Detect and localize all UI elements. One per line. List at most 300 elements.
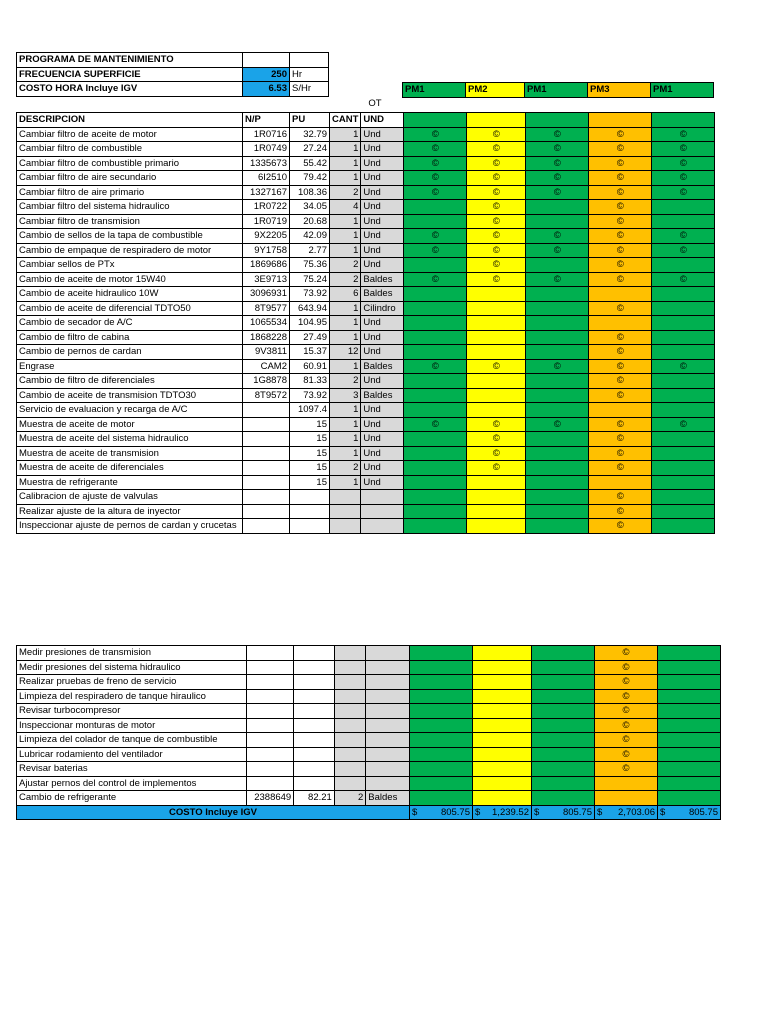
part-number[interactable]: 1335673 [243,156,290,171]
pm-cell[interactable] [467,200,526,215]
unit[interactable]: Baldes [361,388,404,403]
pm-cell[interactable] [473,689,532,704]
pm-cell[interactable] [526,519,589,534]
pm-total-cell[interactable] [595,805,658,820]
pm-header[interactable]: PM1 [651,83,714,98]
task-description[interactable]: Realizar ajuste de la altura de inyector [17,504,243,519]
unit-price[interactable]: 75.36 [290,258,330,273]
unit-price[interactable]: 75.24 [290,272,330,287]
pm-cell[interactable] [589,388,652,403]
task-description[interactable]: Limpieza del colador de tanque de combustible [17,733,247,748]
pm-cell[interactable] [658,646,721,661]
pm-cell[interactable] [589,417,652,432]
pm-cell[interactable] [404,185,467,200]
pm-cell[interactable] [658,791,721,806]
pm-cell[interactable] [652,113,715,128]
part-number[interactable] [243,504,290,519]
unit[interactable]: Baldes [361,287,404,302]
part-number[interactable]: 9V3811 [243,345,290,360]
pm-cell[interactable] [467,243,526,258]
part-number[interactable]: 9Y1758 [243,243,290,258]
pm-cell[interactable] [652,490,715,505]
pm-cell[interactable] [526,490,589,505]
pm-cell[interactable] [658,733,721,748]
pm-cell[interactable] [404,504,467,519]
pm-header[interactable]: PM1 [403,83,466,98]
pm-cell[interactable] [652,272,715,287]
pm-cell[interactable] [658,762,721,777]
part-number[interactable] [246,747,294,762]
pm-cell[interactable] [658,747,721,762]
pm-cell[interactable] [526,345,589,360]
part-number[interactable] [243,446,290,461]
unit[interactable] [366,646,410,661]
task-description[interactable]: Revisar baterias [17,762,247,777]
pm-cell[interactable] [526,243,589,258]
quantity[interactable]: 1 [330,243,361,258]
pm-cell[interactable] [652,359,715,374]
pm-cell[interactable] [658,718,721,733]
pm-cell[interactable] [658,776,721,791]
pm-cell[interactable] [652,156,715,171]
pm-cell[interactable] [652,258,715,273]
part-number[interactable]: 1R0722 [243,200,290,215]
unit-price[interactable]: 15 [290,446,330,461]
pm-cell[interactable] [658,660,721,675]
part-number[interactable] [243,519,290,534]
part-number[interactable] [246,646,294,661]
frecuencia-unit[interactable]: Hr [290,67,329,82]
pm-cell[interactable] [595,733,658,748]
pm-cell[interactable] [467,388,526,403]
pm-cell[interactable] [526,432,589,447]
pm-cell[interactable] [589,316,652,331]
quantity[interactable]: 2 [330,258,361,273]
unit[interactable]: Und [361,345,404,360]
pm-cell[interactable] [526,316,589,331]
pm-cell[interactable] [467,432,526,447]
pm-cell[interactable] [652,417,715,432]
unit[interactable] [366,733,410,748]
part-number[interactable] [243,432,290,447]
pm-cell[interactable] [467,446,526,461]
unit[interactable]: Baldes [361,359,404,374]
pm-cell[interactable] [404,113,467,128]
pm-cell[interactable] [404,272,467,287]
pm-cell[interactable] [526,185,589,200]
unit-price[interactable]: 55.42 [290,156,330,171]
unit-price[interactable]: 15.37 [290,345,330,360]
pm-cell[interactable] [467,272,526,287]
quantity[interactable] [334,776,365,791]
part-number[interactable] [243,417,290,432]
pm-cell[interactable] [467,171,526,186]
pm-cell[interactable] [473,675,532,690]
unit[interactable]: Und [361,461,404,476]
task-description[interactable]: Cambio de aceite hidraulico 10W [17,287,243,302]
pm-cell[interactable] [589,432,652,447]
pm-cell[interactable] [526,330,589,345]
unit[interactable]: Und [361,156,404,171]
task-description[interactable]: Cambio de sellos de la tapa de combustible [17,229,243,244]
part-number[interactable]: 1R0719 [243,214,290,229]
task-description[interactable]: Cambiar filtro del sistema hidraulico [17,200,243,215]
pm-cell[interactable] [589,403,652,418]
pm-cell[interactable] [404,403,467,418]
task-description[interactable]: Muestra de aceite de motor [17,417,243,432]
pm-cell[interactable] [532,718,595,733]
quantity[interactable]: 1 [330,417,361,432]
part-number[interactable] [246,704,294,719]
pm-cell[interactable] [652,287,715,302]
pm-cell[interactable] [652,446,715,461]
pm-cell[interactable] [589,229,652,244]
task-description[interactable]: Inspeccionar ajuste de pernos de cardan y crucetas [17,519,243,534]
task-description[interactable]: Medir presiones del sistema hidraulico [17,660,247,675]
pm-header[interactable]: PM3 [588,83,651,98]
quantity[interactable] [334,747,365,762]
pm-cell[interactable] [467,127,526,142]
pm-cell[interactable] [526,374,589,389]
quantity[interactable] [330,519,361,534]
quantity[interactable] [334,675,365,690]
pm-cell[interactable] [526,461,589,476]
pm-cell[interactable] [589,258,652,273]
unit[interactable] [366,747,410,762]
pm-cell[interactable] [404,345,467,360]
pm-cell[interactable] [404,490,467,505]
quantity[interactable] [334,689,365,704]
pm-cell[interactable] [467,359,526,374]
col-header-cant[interactable]: CANT [330,113,361,128]
pm-cell[interactable] [589,142,652,157]
pm-cell[interactable] [526,417,589,432]
pm-cell[interactable] [589,127,652,142]
part-number[interactable]: CAM2 [243,359,290,374]
pm-cell[interactable] [404,127,467,142]
pm-cell[interactable] [410,776,473,791]
task-description[interactable]: Cambio de aceite de motor 15W40 [17,272,243,287]
pm-cell[interactable] [404,432,467,447]
col-header-np[interactable]: N/P [243,113,290,128]
pm-cell[interactable] [532,704,595,719]
pm-cell[interactable] [589,345,652,360]
task-description[interactable]: Cambio de aceite de diferencial TDTO50 [17,301,243,316]
quantity[interactable]: 1 [330,446,361,461]
pm-cell[interactable] [652,374,715,389]
unit[interactable] [366,718,410,733]
pm-cell[interactable] [467,417,526,432]
unit-price[interactable]: 20.68 [290,214,330,229]
task-description[interactable]: Cambio de aceite de transmision TDTO30 [17,388,243,403]
pm-cell[interactable] [652,127,715,142]
task-description[interactable]: Revisar turbocompresor [17,704,247,719]
quantity[interactable] [334,704,365,719]
pm-cell[interactable] [652,214,715,229]
pm-cell[interactable] [589,272,652,287]
pm-cell[interactable] [526,475,589,490]
unit[interactable]: Und [361,200,404,215]
pm-cell[interactable] [410,675,473,690]
pm-cell[interactable] [404,374,467,389]
pm-cell[interactable] [532,733,595,748]
quantity[interactable] [334,718,365,733]
pm-cell[interactable] [404,142,467,157]
unit[interactable] [361,504,404,519]
pm-cell[interactable] [595,704,658,719]
pm-cell[interactable] [526,229,589,244]
unit-price[interactable]: 60.91 [290,359,330,374]
pm-cell[interactable] [467,519,526,534]
quantity[interactable]: 1 [330,127,361,142]
unit-price[interactable]: 27.24 [290,142,330,157]
pm-cell[interactable] [473,776,532,791]
quantity[interactable]: 2 [330,461,361,476]
pm-cell[interactable] [526,156,589,171]
pm-cell[interactable] [467,330,526,345]
pm-cell[interactable] [595,747,658,762]
unit[interactable] [366,660,410,675]
pm-cell[interactable] [652,330,715,345]
quantity[interactable]: 1 [330,229,361,244]
unit-price[interactable]: 1097.4 [290,403,330,418]
unit-price[interactable] [294,704,335,719]
pm-cell[interactable] [658,704,721,719]
pm-cell[interactable] [473,762,532,777]
pm-cell[interactable] [589,374,652,389]
unit-price[interactable] [290,490,330,505]
pm-cell[interactable] [532,776,595,791]
pm-cell[interactable] [410,747,473,762]
task-description[interactable]: Realizar pruebas de freno de servicio [17,675,247,690]
part-number[interactable] [246,762,294,777]
unit[interactable]: Und [361,446,404,461]
unit[interactable]: Und [361,243,404,258]
task-description[interactable]: Cambiar sellos de PTx [17,258,243,273]
quantity[interactable]: 6 [330,287,361,302]
unit[interactable]: Und [361,127,404,142]
part-number[interactable]: 2388649 [246,791,294,806]
quantity[interactable]: 2 [330,374,361,389]
pm-cell[interactable] [532,689,595,704]
unit[interactable] [361,490,404,505]
pm-cell[interactable] [526,359,589,374]
part-number[interactable]: 6I2510 [243,171,290,186]
pm-cell[interactable] [473,718,532,733]
pm-cell[interactable] [589,359,652,374]
pm-cell[interactable] [652,519,715,534]
unit-price[interactable] [294,733,335,748]
unit[interactable] [366,762,410,777]
quantity[interactable]: 2 [330,185,361,200]
pm-cell[interactable] [526,127,589,142]
pm-cell[interactable] [658,675,721,690]
unit-price[interactable] [290,519,330,534]
task-description[interactable]: Cambio de pernos de cardan [17,345,243,360]
pm-cell[interactable] [652,403,715,418]
unit-price[interactable]: 643.94 [290,301,330,316]
pm-cell[interactable] [404,359,467,374]
pm-cell[interactable] [595,646,658,661]
pm-cell[interactable] [652,504,715,519]
unit-price[interactable]: 81.33 [290,374,330,389]
pm-cell[interactable] [404,461,467,476]
pm-cell[interactable] [589,243,652,258]
col-header-descripcion[interactable]: DESCRIPCION [17,113,243,128]
unit[interactable]: Und [361,417,404,432]
pm-cell[interactable] [595,791,658,806]
pm-cell[interactable] [404,243,467,258]
pm-cell[interactable] [404,446,467,461]
task-description[interactable]: Servicio de evaluacion y recarga de A/C [17,403,243,418]
unit[interactable]: Und [361,171,404,186]
quantity[interactable] [330,490,361,505]
pm-cell[interactable] [404,301,467,316]
pm-cell[interactable] [467,214,526,229]
pm-cell[interactable] [652,345,715,360]
unit-price[interactable]: 32.79 [290,127,330,142]
pm-cell[interactable] [526,287,589,302]
program-title[interactable]: PROGRAMA DE MANTENIMIENTO [17,53,243,68]
pm-cell[interactable] [467,287,526,302]
task-description[interactable]: Muestra de aceite del sistema hidraulico [17,432,243,447]
part-number[interactable]: 1R0716 [243,127,290,142]
frecuencia-value[interactable]: 250 [243,67,290,82]
unit-price[interactable] [294,660,335,675]
pm-cell[interactable] [473,646,532,661]
unit[interactable]: Cilindro [361,301,404,316]
part-number[interactable] [246,776,294,791]
pm-cell[interactable] [404,258,467,273]
quantity[interactable] [334,660,365,675]
pm-cell[interactable] [652,301,715,316]
pm-cell[interactable] [404,316,467,331]
task-description[interactable]: Limpieza del respiradero de tanque hiraulico [17,689,247,704]
costo-hora-value[interactable]: 6.53 [243,82,290,97]
part-number[interactable]: 1327167 [243,185,290,200]
unit[interactable]: Und [361,142,404,157]
part-number[interactable] [243,475,290,490]
unit[interactable]: Und [361,229,404,244]
part-number[interactable] [246,675,294,690]
quantity[interactable]: 1 [330,214,361,229]
pm-cell[interactable] [589,490,652,505]
unit-price[interactable]: 27.49 [290,330,330,345]
pm-cell[interactable] [532,675,595,690]
pm-cell[interactable] [652,185,715,200]
pm-cell[interactable] [652,200,715,215]
unit-price[interactable]: 108.36 [290,185,330,200]
part-number[interactable]: 8T9577 [243,301,290,316]
quantity[interactable]: 2 [330,272,361,287]
unit-price[interactable]: 34.05 [290,200,330,215]
task-description[interactable]: Calibracion de ajuste de valvulas [17,490,243,505]
pm-cell[interactable] [404,156,467,171]
unit-price[interactable] [294,675,335,690]
pm-cell[interactable] [652,316,715,331]
pm-cell[interactable] [526,272,589,287]
pm-cell[interactable] [589,214,652,229]
pm-cell[interactable] [658,689,721,704]
part-number[interactable] [246,660,294,675]
task-description[interactable]: Lubricar rodamiento del ventilador [17,747,247,762]
part-number[interactable]: 3096931 [243,287,290,302]
unit-price[interactable]: 2.77 [290,243,330,258]
unit-price[interactable]: 15 [290,432,330,447]
task-description[interactable]: Cambio de refrigerante [17,791,247,806]
unit[interactable] [366,704,410,719]
part-number[interactable]: 1G8878 [243,374,290,389]
quantity[interactable] [334,646,365,661]
task-description[interactable]: Cambiar filtro de combustible [17,142,243,157]
part-number[interactable] [246,689,294,704]
quantity[interactable]: 1 [330,301,361,316]
pm-cell[interactable] [652,243,715,258]
quantity[interactable]: 4 [330,200,361,215]
col-header-pu[interactable]: PU [290,113,330,128]
pm-cell[interactable] [652,142,715,157]
pm-cell[interactable] [595,762,658,777]
pm-cell[interactable] [404,475,467,490]
pm-cell[interactable] [410,791,473,806]
pm-cell[interactable] [467,490,526,505]
unit[interactable]: Und [361,316,404,331]
pm-cell[interactable] [652,388,715,403]
pm-cell[interactable] [589,113,652,128]
unit-price[interactable]: 42.09 [290,229,330,244]
pm-cell[interactable] [410,660,473,675]
quantity[interactable] [334,762,365,777]
unit[interactable] [366,776,410,791]
unit-price[interactable]: 15 [290,461,330,476]
pm-cell[interactable] [526,403,589,418]
part-number[interactable]: 1868228 [243,330,290,345]
pm-cell[interactable] [467,374,526,389]
unit-price[interactable]: 82.21 [294,791,335,806]
pm-cell[interactable] [526,504,589,519]
pm-cell[interactable] [467,185,526,200]
pm-total-cell[interactable] [410,805,473,820]
pm-total-cell[interactable] [658,805,721,820]
costo-hora-unit[interactable]: S/Hr [290,82,329,97]
quantity[interactable]: 1 [330,142,361,157]
cell-empty[interactable] [243,53,290,68]
pm-cell[interactable] [589,519,652,534]
pm-cell[interactable] [526,301,589,316]
pm-cell[interactable] [404,287,467,302]
pm-cell[interactable] [404,229,467,244]
pm-cell[interactable] [526,113,589,128]
task-description[interactable]: Cambiar filtro de aire primario [17,185,243,200]
pm-cell[interactable] [526,200,589,215]
pm-total-cell[interactable] [473,805,532,820]
pm-cell[interactable] [526,142,589,157]
pm-cell[interactable] [473,791,532,806]
col-header-und[interactable]: UND [361,113,404,128]
pm-cell[interactable] [467,113,526,128]
part-number[interactable]: 9X2205 [243,229,290,244]
unit-price[interactable]: 104.95 [290,316,330,331]
unit[interactable]: Und [361,432,404,447]
unit[interactable]: Und [361,403,404,418]
pm-header[interactable]: PM1 [525,83,588,98]
pm-header[interactable]: PM2 [466,83,525,98]
pm-cell[interactable] [473,747,532,762]
pm-cell[interactable] [467,142,526,157]
unit-price[interactable] [294,646,335,661]
pm-cell[interactable] [467,504,526,519]
pm-cell[interactable] [589,200,652,215]
